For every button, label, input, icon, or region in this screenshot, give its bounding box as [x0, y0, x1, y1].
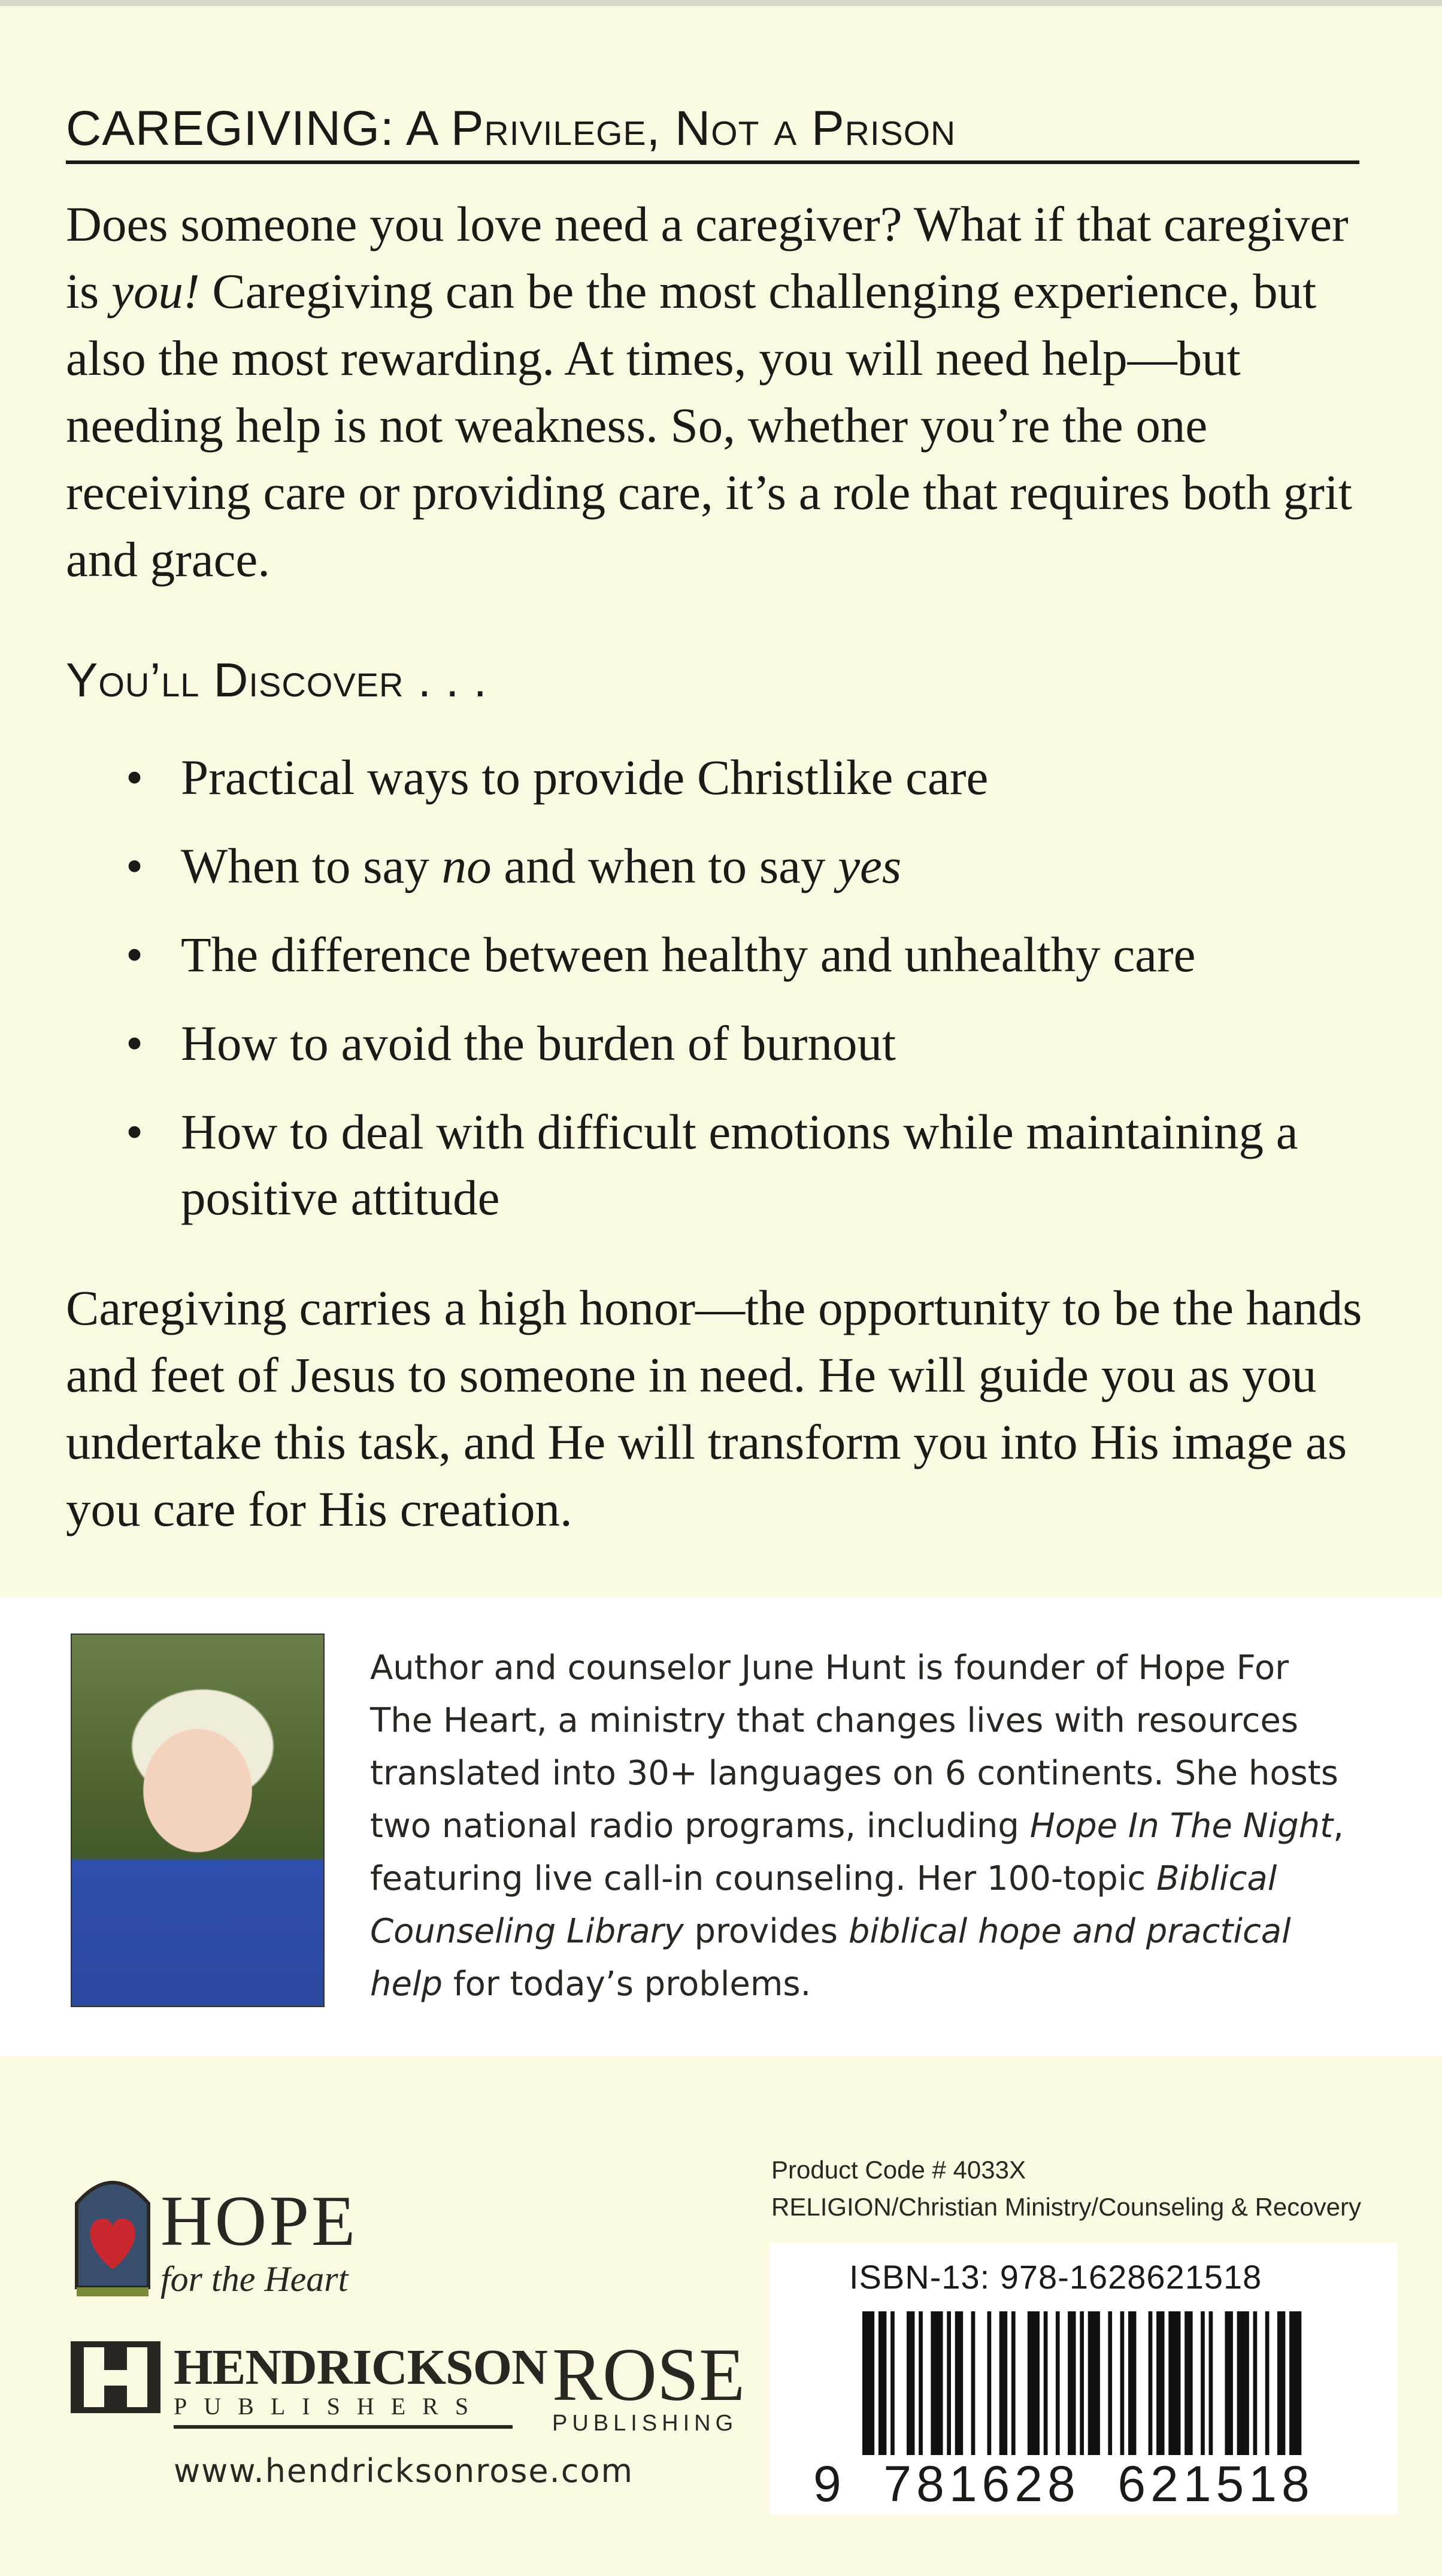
barcode-bar — [1156, 2311, 1164, 2455]
rose-wordmark: ROSE — [552, 2333, 746, 2417]
section-title: CAREGIVING: A Privilege, Not a Prison — [66, 101, 956, 156]
hendrickson-logo-icon — [71, 2335, 160, 2419]
barcode-bar — [1128, 2311, 1136, 2455]
barcode-bar — [1068, 2311, 1076, 2455]
barcode-bar — [1044, 2311, 1048, 2455]
barcode-bar — [1088, 2311, 1100, 2455]
author-photo — [71, 1634, 325, 2007]
barcode-bar — [862, 2311, 874, 2455]
discover-heading: You’ll Discover . . . — [66, 653, 487, 707]
heart-tagline: for the Heart — [160, 2259, 349, 2299]
intro-paragraph: Does someone you love need a caregiver? What if that caregiver is you! Caregiving can be the most challenging experience, but also the most rewarding. At times, you will need help—but needing help is not weakness. So, whether you’re the one receiving care or providing care, it’s a role that requires both grit and grace. — [66, 196, 1352, 587]
bullet-icon: • — [126, 750, 144, 805]
barcode-icon — [862, 2311, 1305, 2455]
barcode-bar — [907, 2311, 914, 2455]
barcode-bar — [890, 2311, 895, 2455]
book-category: RELIGION/Christian Ministry/Counseling & Recovery — [771, 2193, 1361, 2221]
top-edge — [0, 0, 1442, 6]
barcode-bar — [1028, 2311, 1040, 2455]
barcode-bar — [931, 2311, 943, 2455]
list-item: • How to deal with difficult emotions while maintaining a positive attitude — [126, 1099, 1395, 1231]
barcode-bar — [971, 2311, 976, 2455]
list-item: • How to avoid the burden of burnout — [126, 1010, 1395, 1076]
barcode-bar — [987, 2311, 992, 2455]
barcode-bar — [1108, 2311, 1112, 2455]
list-item: • Practical ways to provide Christlike care — [126, 744, 1395, 810]
barcode-bar — [1168, 2311, 1180, 2455]
barcode-bar — [1289, 2311, 1301, 2455]
barcode-bar — [1225, 2311, 1232, 2455]
barcode-bar — [1120, 2311, 1125, 2455]
hendrickson-wordmark: HENDRICKSON — [174, 2339, 547, 2395]
publishers-label: PUBLISHERS — [174, 2393, 486, 2420]
list-item: • The difference between healthy and unhealthy care — [126, 922, 1395, 987]
author-bio: Author and counselor June Hunt is founder of Hope For The Heart, a ministry that changes lives with resources translated into 30+ languages on 6 continents. She hosts two national radio programs, including Hope In The Night, featuring live call-in counseling. Her 100-topic Biblical Counseling Library provides biblical hope and practical help for today’s problems. — [370, 1648, 1344, 2004]
barcode-bar — [1265, 2311, 1270, 2455]
barcode-bar — [1056, 2311, 1060, 2455]
bullet-icon: • — [126, 1104, 144, 1159]
hope-wordmark: HOPE — [160, 2181, 358, 2260]
barcode-bar — [919, 2311, 923, 2455]
barcode-bar — [999, 2311, 1007, 2455]
publisher-website: www.hendricksonrose.com — [174, 2452, 634, 2490]
bullet-icon: • — [126, 838, 144, 893]
barcode-bar — [1201, 2311, 1205, 2455]
bullet-icon: • — [126, 927, 144, 982]
list-item: • When to say no and when to say yes — [126, 833, 1395, 899]
hendrickson-rule — [174, 2425, 513, 2429]
barcode-bar — [1011, 2311, 1016, 2455]
bullet-icon: • — [126, 1016, 144, 1071]
barcode-bar — [878, 2311, 886, 2455]
barcode-bar — [1277, 2311, 1285, 2455]
closing-paragraph: Caregiving carries a high honor—the opportunity to be the hands and feet of Jesus to someone in need. He will guide you as you undertake this task, and He will transform you into His image as you care for His creation. — [66, 1280, 1362, 1536]
rose-publishing-label: PUBLISHING — [552, 2411, 738, 2436]
isbn-label: ISBN-13: 978-1628621518 — [849, 2258, 1262, 2296]
barcode-bar — [947, 2311, 951, 2455]
title-rule — [66, 160, 1359, 164]
discover-list — [126, 744, 1395, 1253]
barcode-bar — [1080, 2311, 1084, 2455]
barcode-bar — [1237, 2311, 1249, 2455]
barcode-bar — [1209, 2311, 1213, 2455]
barcode-bar — [1253, 2311, 1258, 2455]
product-code: Product Code # 4033X — [771, 2156, 1026, 2184]
intro-emphasis: you! — [111, 263, 200, 319]
barcode-bar — [1149, 2311, 1153, 2455]
barcode-digits: 9 781628 621518 — [813, 2456, 1314, 2512]
barcode-bar — [1184, 2311, 1192, 2455]
barcode-bar — [955, 2311, 963, 2455]
